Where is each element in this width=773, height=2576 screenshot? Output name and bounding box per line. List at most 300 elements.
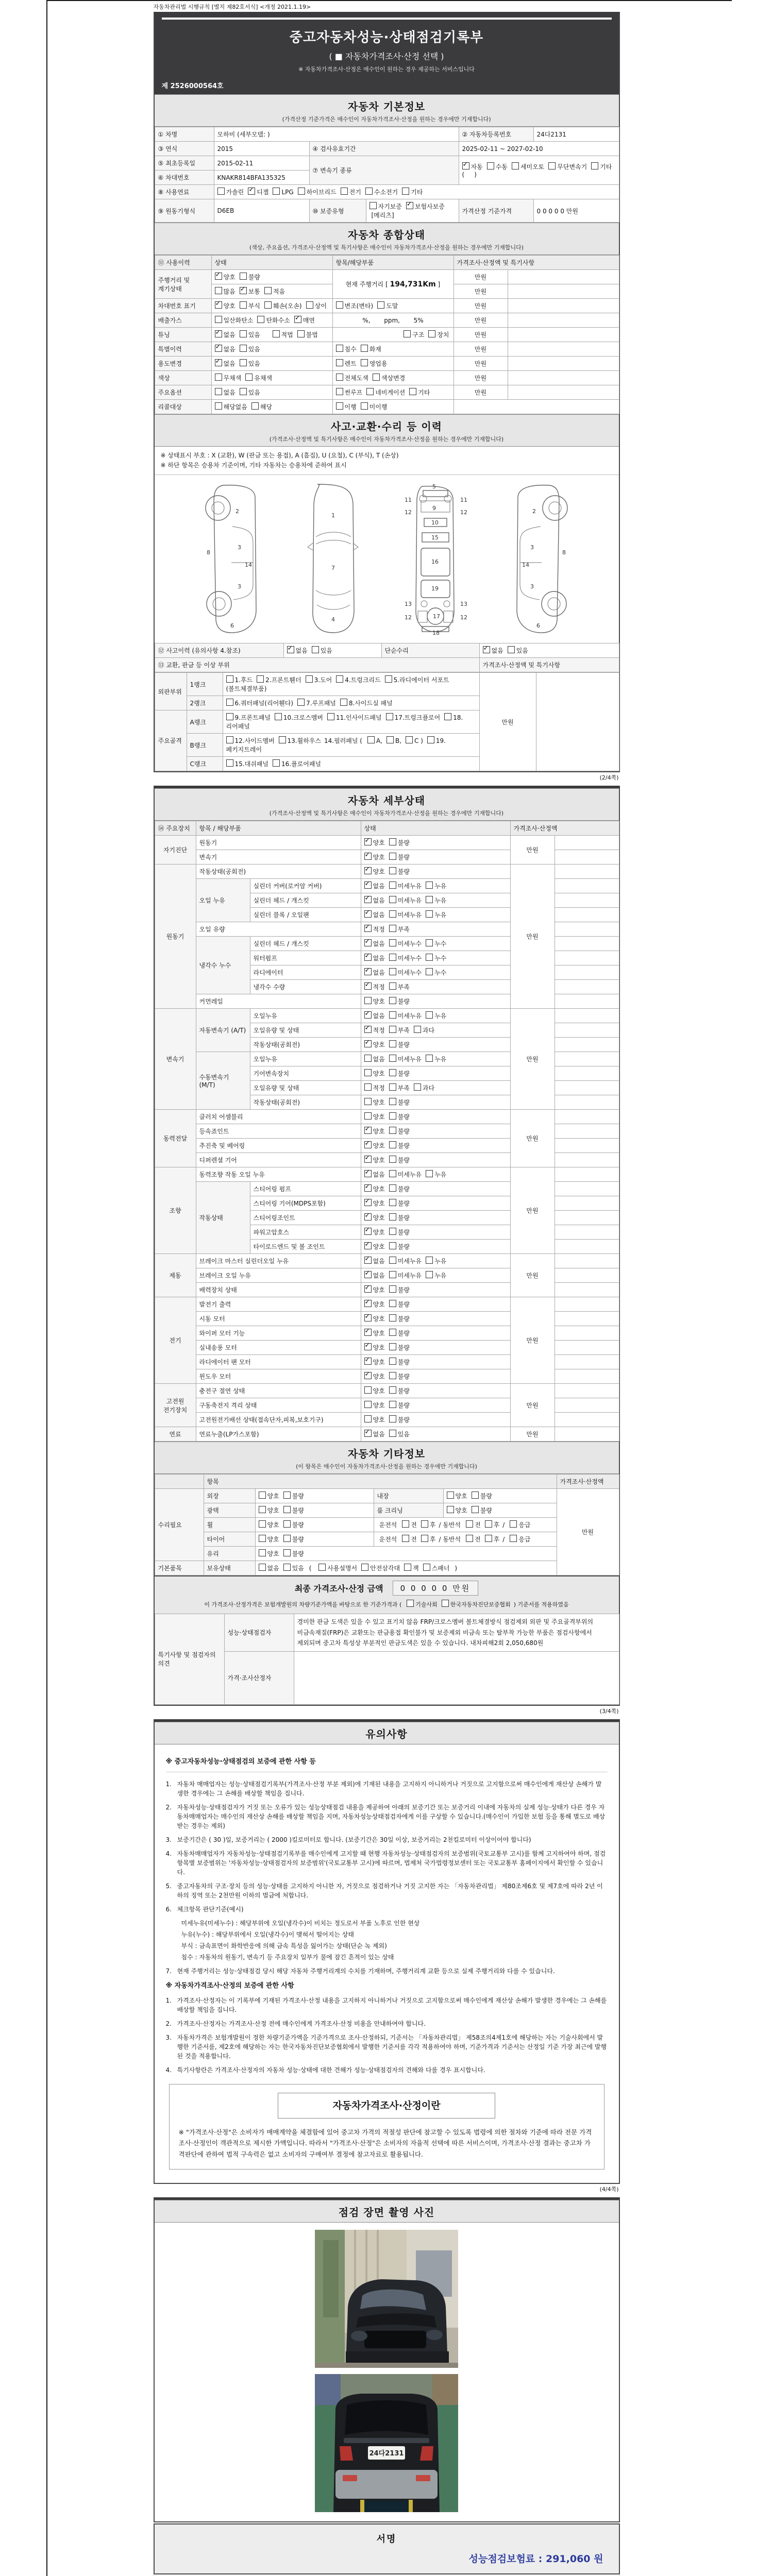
checkbox-label: 불량	[292, 1536, 304, 1544]
table-row	[155, 371, 619, 385]
checkbox-icon	[402, 1520, 409, 1528]
diagram-number: 12	[460, 509, 467, 516]
table-cell	[361, 1225, 510, 1240]
checkbox-label: A,	[376, 737, 382, 745]
table-cell: 스티어링 기어(MDPS포함)	[250, 1196, 361, 1211]
header-white-rule	[162, 18, 612, 20]
checkbox-label: 양호	[373, 1113, 385, 1121]
checkbox-icon	[245, 374, 253, 381]
table-cell: 만원	[510, 1427, 554, 1442]
checkbox-label: 도말	[386, 302, 398, 310]
checkbox-label: 미세누유	[397, 1056, 422, 1063]
checkbox-icon	[364, 1127, 372, 1134]
table-cell	[361, 1369, 510, 1384]
checkbox-label: 미이행	[369, 403, 388, 411]
table-cell	[554, 1312, 619, 1326]
table-cell: 브레이크 오일 누유	[196, 1268, 361, 1283]
checkbox-icon	[364, 1199, 372, 1206]
checkbox-label: 있음	[248, 360, 260, 367]
notice-item: 2. 가격조사·산정자는 가격조사·산정 전에 매수인에게 가격조사·산정 비용을 안내하여야 합니다.	[165, 2020, 426, 2027]
checkbox-label: 2.프론트휀더	[265, 676, 301, 684]
exterior-label: 외장	[204, 1489, 255, 1503]
checkbox-icon	[389, 1228, 396, 1235]
checkbox-icon	[226, 759, 233, 767]
checkbox-icon	[364, 1213, 372, 1221]
table-cell: 만원	[510, 1009, 554, 1110]
notices-items	[166, 1996, 608, 2075]
section-title: 자동차 기타정보	[347, 1448, 426, 1461]
checkbox-label: 있음	[320, 647, 332, 655]
checkbox-label: 양호	[373, 1416, 385, 1424]
table-cell: 오일유량 및 상태	[250, 1081, 361, 1095]
diagram-number: 18	[432, 630, 440, 636]
checkbox-label: 부족	[397, 984, 410, 991]
column-header: 상태	[211, 256, 332, 270]
table-cell	[361, 1355, 510, 1369]
notice-bullet: 침수 : 자동차의 원동기, 변속기 등 주요장치 일부가 물에 잠긴 흔적이 있는 상태	[181, 1954, 394, 1961]
holding-state-label: 보유상태	[204, 1561, 255, 1575]
table-cell	[361, 1124, 510, 1139]
checkbox-label: 누유	[434, 1012, 447, 1020]
checkbox-label: 하이브리드	[306, 189, 337, 196]
checkbox-label: 부족	[397, 1027, 410, 1035]
checkbox-label: 없음	[373, 1258, 385, 1265]
car-name-value: 모하비 (세부모델: )	[214, 127, 459, 142]
table-cell: 커먼레일	[196, 994, 361, 1009]
state-code-legend	[155, 447, 619, 475]
table-cell	[554, 1427, 619, 1442]
checkbox-label: 미세누유	[397, 1012, 422, 1020]
checkbox-icon	[389, 853, 396, 860]
table-row	[155, 1110, 619, 1124]
checkbox-icon	[364, 982, 372, 990]
checkbox-icon	[426, 882, 433, 889]
diagram-number: 13	[460, 601, 467, 608]
diagram-number: 6	[230, 622, 234, 630]
checkbox-label: 양호	[267, 1493, 279, 1500]
table-row	[155, 127, 619, 142]
checkbox-label: 보통	[248, 288, 260, 295]
checkbox-label: 있음	[292, 1565, 304, 1572]
price-unit: 만원	[453, 385, 508, 400]
checkbox-label: 매연	[303, 317, 315, 324]
appraiser-opinion	[294, 1651, 619, 1704]
diagram-number: 12	[405, 614, 412, 621]
notices-subsection-title: ※ 자동차가격조사·산정의 보증에 관한 사항	[165, 1982, 294, 1990]
checkbox-label: 불량	[397, 1099, 410, 1107]
checkbox-label: 안전삼각대	[370, 1565, 400, 1572]
checkbox-icon	[364, 1386, 372, 1394]
checkbox-icon	[361, 402, 368, 410]
table-cell: 자기진단	[155, 836, 196, 865]
checkbox-label: 양호	[373, 1359, 385, 1366]
label-text: [메리츠]	[371, 212, 394, 219]
checkbox-icon	[264, 287, 272, 294]
checkbox-label: 양호	[267, 1550, 279, 1558]
checkbox-label: 양호	[373, 1243, 385, 1251]
checkbox-label: 양호	[223, 302, 236, 310]
column-header: 가격조사·산정액 및 특기사항	[453, 256, 619, 270]
car-side-right-diagram	[498, 481, 581, 636]
checkbox-label: 변조(변타)	[344, 302, 374, 310]
table-cell	[361, 1341, 510, 1355]
checkbox-icon	[421, 1520, 428, 1528]
table-cell	[554, 1124, 619, 1139]
checkbox-icon	[406, 736, 413, 743]
checkbox-label: 탄화수소	[266, 317, 290, 324]
diagram-number: 11	[405, 497, 412, 504]
checkbox-label: 한국자동차진단보증협회	[450, 1601, 511, 1608]
checkbox-icon	[426, 896, 433, 903]
checkbox-icon	[389, 882, 396, 889]
table-cell	[554, 980, 619, 994]
checkbox-label: 불량	[248, 274, 260, 281]
checkbox-icon	[364, 954, 372, 961]
table-header-row	[155, 821, 619, 836]
checkbox-icon	[336, 359, 343, 366]
checkbox-icon	[336, 388, 343, 395]
checkbox-icon	[389, 1040, 396, 1047]
table-cell	[554, 836, 619, 850]
checkbox-icon	[240, 330, 247, 337]
checkbox-label: 미세누수	[397, 969, 422, 977]
section-title: 자동차 기본정보	[347, 100, 426, 113]
transmission-label: ⑦ 변속기 종류	[309, 156, 459, 185]
table-cell: 발전기 출력	[196, 1297, 361, 1312]
checkbox-label: 12.사이드멤버	[234, 737, 275, 745]
checkbox-icon	[226, 675, 233, 683]
room-cleaning-state	[443, 1503, 557, 1518]
checkbox-label: 미세누유	[397, 897, 422, 905]
checkbox-label: 3.도어	[314, 676, 332, 684]
checkbox-label: 불량	[397, 1229, 410, 1236]
checkbox-icon	[364, 1415, 372, 1422]
checkbox-label: 16.플로어패널	[281, 760, 321, 768]
checkbox-label: 렌트	[344, 360, 357, 367]
checkbox-icon	[215, 301, 222, 309]
checkbox-label: 침수	[344, 346, 357, 353]
diagram-number: 15	[431, 534, 439, 541]
checkbox-label: 양호	[373, 1041, 385, 1049]
mileage-prefix: 현재 주행거리 [	[345, 281, 388, 288]
panel-rank-table	[155, 672, 619, 771]
checkbox-icon	[215, 345, 222, 352]
price-survey-definition-box	[169, 2084, 604, 2170]
checkbox-label: 불량	[397, 1041, 410, 1049]
table-cell: 오일유량 및 상태	[250, 1023, 361, 1038]
diagram-number: 9	[432, 505, 436, 512]
section-subtitle: (가격조사·산정액 및 특기사항은 매수인이 자동차가격조사·산정을 원하는 경우에만 기재합니다)	[269, 810, 504, 817]
table-cell	[361, 1254, 510, 1268]
color-item	[332, 371, 453, 385]
checkbox-icon	[283, 1520, 291, 1528]
checkbox-icon	[336, 345, 343, 352]
checkbox-label: 일산화탄소	[223, 317, 254, 324]
table-cell	[361, 1153, 510, 1167]
block-main	[154, 12, 620, 772]
checkbox-icon	[240, 388, 247, 395]
checkbox-icon	[364, 1141, 372, 1148]
checkbox-icon	[389, 838, 396, 845]
inspection-photo-rear	[315, 2374, 458, 2512]
table-cell: 배력장치 상태	[196, 1283, 361, 1297]
checkbox-label: 전체도색	[344, 375, 368, 382]
checkbox-icon	[364, 1401, 372, 1408]
table-cell	[554, 1211, 619, 1225]
checkbox-label: 과다	[422, 1084, 435, 1092]
checkbox-label: 훼손(오손)	[273, 302, 302, 310]
accident-history-table	[155, 643, 619, 672]
price-column-header: 가격조사·산정액 및 특기사항	[479, 658, 619, 672]
checkbox-label: 양호	[455, 1507, 467, 1515]
table-cell: 만원	[510, 1110, 554, 1167]
checkbox-label: 미세누유	[397, 911, 422, 919]
checkbox-icon	[297, 699, 305, 706]
table-cell	[361, 1283, 510, 1297]
label-text: / 동반석	[439, 1536, 461, 1544]
checkbox-icon	[389, 1358, 396, 1365]
table-cell: 클러치 어셈블리	[196, 1110, 361, 1124]
checkbox-icon	[389, 867, 396, 874]
table-cell: 냉각수 누수	[196, 937, 250, 994]
table-cell: 실린더 헤드 / 개스킷	[250, 893, 361, 908]
checkbox-label: 양호	[267, 1507, 279, 1515]
checkbox-label: 누유	[434, 1171, 447, 1179]
fuel-label: ⑧ 사용연료	[155, 185, 214, 199]
checkbox-label: 있음	[248, 331, 260, 338]
checkbox-icon	[336, 374, 343, 381]
checkbox-icon	[389, 1430, 396, 1437]
checkbox-icon	[421, 1535, 428, 1542]
checkbox-icon	[257, 316, 264, 323]
base-price-label: 가격산정 기준가격	[459, 199, 533, 223]
table-cell: 브레이크 마스터 실린더오일 누유	[196, 1254, 361, 1268]
checkbox-label: 영업용	[369, 360, 388, 367]
checkbox-icon	[426, 1257, 433, 1264]
glass-label: 유리	[204, 1547, 255, 1561]
notice-bullet: 부식 : 금속표면이 화학반응에 의해 금속 특성을 잃어가는 상태(단순 녹 제외)	[181, 1942, 387, 1950]
checkbox-icon	[389, 1112, 396, 1120]
basic-info-table	[155, 127, 619, 223]
final-price-label: 최종 가격조사·산정 금액	[294, 1584, 383, 1594]
year-value: 2015	[214, 142, 309, 156]
table-cell: 추진축 및 베어링	[196, 1139, 361, 1153]
checkbox-icon	[389, 1083, 396, 1091]
checkbox-icon	[389, 1011, 396, 1019]
diagram-number: 7	[331, 565, 335, 572]
checkbox-icon	[389, 939, 396, 946]
checkbox-label: 양호	[373, 1387, 385, 1395]
table-cell	[554, 1081, 619, 1095]
checkbox-icon	[389, 1242, 396, 1249]
checkbox-label: 적정	[373, 1084, 385, 1092]
checkbox-icon	[426, 1170, 433, 1177]
checkbox-label: C )	[414, 737, 423, 745]
checkbox-label: 없음	[373, 969, 385, 977]
checkbox-icon	[386, 713, 393, 720]
checkbox-label: 전기	[349, 189, 361, 196]
checkbox-icon	[283, 1564, 291, 1571]
checkbox-icon	[389, 1026, 396, 1033]
price-blank	[508, 313, 619, 328]
usage-change-state	[211, 357, 332, 371]
checkbox-icon	[407, 1600, 414, 1607]
table-header-row	[155, 1475, 619, 1489]
repair-needed-label: 수리필요	[155, 1489, 204, 1561]
checkbox-label: 수소전기	[374, 189, 398, 196]
checkbox-label: 양호	[373, 1070, 385, 1078]
diagram-number: 3	[530, 583, 534, 590]
table-cell	[554, 1384, 619, 1398]
table-cell	[361, 1268, 510, 1283]
checkbox-icon	[364, 853, 372, 860]
rankB-items	[223, 734, 479, 757]
table-cell	[554, 1066, 619, 1081]
price-unit: 만원	[453, 328, 508, 342]
mileage-amount-state	[211, 284, 332, 299]
document-number: 제 2526000564호	[161, 82, 224, 90]
checkbox-label: 네비게이션	[375, 389, 406, 396]
table-row	[155, 1384, 619, 1398]
checkbox-label: 불량	[480, 1507, 492, 1515]
table-cell	[361, 1196, 510, 1211]
checkbox-icon	[414, 1026, 421, 1033]
table-row	[155, 1503, 619, 1518]
table-cell	[554, 1413, 619, 1427]
checkbox-label: 양호	[373, 1344, 385, 1352]
table-row	[155, 1427, 619, 1442]
checkbox-label: 없음	[373, 1056, 385, 1063]
table-cell: 윈도우 모터	[196, 1369, 361, 1384]
definition-box-text: ※ "가격조사·산정"은 소비자가 매매계약을 체결함에 있어 중고차 가격의 적절성 판단에 참고할 수 있도록 법령에 의한 절차와 기준에 따라 전문 가격조사·산정인이 객관적으로 제시한 가액입니다. 따라서 "가격조사·산정"은 소비자의 자율적 선택에 따른 서비스이며, 가격조사·산정 결과는 중고차 가격판단에 관하여 법적 구속력은 없고 소비자의 구매여부 결정에 참고자료로 활용됩니다.	[178, 2128, 592, 2158]
table-cell	[554, 1153, 619, 1167]
checkbox-label: 무단변속기	[557, 163, 587, 171]
table-row	[155, 1651, 619, 1704]
diagram-number: 4	[331, 616, 335, 623]
checkbox-label: 없음	[267, 1565, 279, 1572]
table-cell: 만원	[510, 1254, 554, 1297]
checkbox-label: 양호	[373, 839, 385, 847]
price-survey-option: ( ■ 자동차가격조사·산정 선택 )	[329, 52, 444, 61]
table-cell: 작동상태(공회전)	[196, 865, 361, 879]
checkbox-label: 불량	[292, 1521, 304, 1529]
checkbox-icon	[283, 1506, 291, 1513]
mileage-label: 주행거리 및 계기상태	[155, 270, 211, 299]
checkbox-label: 부족	[397, 1084, 410, 1092]
checkbox-label: 불량	[397, 854, 410, 861]
table-cell	[361, 1182, 510, 1196]
diagram-number: 3	[238, 583, 241, 590]
checkbox-icon	[389, 1213, 396, 1221]
rankA-label: A랭크	[187, 710, 223, 734]
checkbox-label: 스패너	[431, 1565, 450, 1572]
signature-section	[154, 2523, 620, 2574]
notice-bullet: 미세누유(미세누수) : 해당부위에 오일(냉각수)이 비치는 정도로서 부품 노후로 인한 현상	[181, 1920, 420, 1927]
price-blank	[508, 328, 619, 342]
color-label: 색상	[155, 371, 211, 385]
table-cell	[554, 922, 619, 937]
diagram-number: 8	[562, 549, 566, 556]
checkbox-icon	[389, 1199, 396, 1206]
table-cell: 고전원전기배선 상태(접속단자,피복,보호기구)	[196, 1413, 361, 1427]
checkbox-label: 많음	[223, 288, 236, 295]
checkbox-icon	[364, 1228, 372, 1235]
checkbox-icon	[366, 388, 374, 395]
checkbox-label: 누수	[434, 940, 447, 948]
tire-positions	[374, 1532, 557, 1547]
checkbox-icon	[364, 1372, 372, 1379]
simple-repair-label: 단순수리	[381, 643, 479, 658]
checkbox-label: 없음	[373, 911, 385, 919]
table-cell	[361, 836, 510, 850]
checkbox-label: 부족	[397, 926, 410, 934]
column-header: 항목/해당부품	[332, 256, 453, 270]
checkbox-label: 불법	[306, 331, 318, 338]
interior-state	[443, 1489, 557, 1503]
checkbox-icon	[364, 1156, 372, 1163]
column-header: ⑭ 주요장치	[155, 821, 196, 836]
inspection-photo-front	[315, 2230, 458, 2368]
table-cell	[554, 1225, 619, 1240]
checkbox-label: 누수	[434, 969, 447, 977]
table-cell: 오일 누유	[196, 879, 250, 922]
year-label: ③ 연식	[155, 142, 214, 156]
diagram-number: 14	[245, 562, 252, 569]
price-unit: 만원	[453, 299, 508, 313]
table-row	[155, 1489, 619, 1503]
checkbox-icon	[485, 1535, 492, 1542]
checkbox-label: 전	[475, 1521, 481, 1529]
emission-values: %, ppm, 5%	[332, 313, 453, 328]
label-text: / 동반석	[439, 1521, 461, 1529]
checkbox-icon	[306, 675, 313, 683]
table-cell	[361, 1427, 510, 1442]
checkbox-label: 18.리어패널	[226, 714, 463, 731]
table-cell	[361, 1095, 510, 1110]
checkbox-icon	[426, 954, 433, 961]
table-cell: 라디에이터	[250, 965, 361, 980]
price-blank	[508, 270, 619, 284]
checkbox-label: 불량	[397, 1070, 410, 1078]
checkbox-label: 없음	[373, 1171, 385, 1179]
table-cell	[361, 1066, 510, 1081]
checkbox-icon	[483, 646, 490, 653]
legend-line: ※ 상태표시 부호 : X (교환), W (판금 또는 용접), A (흠집), U (요철), C (부식), T (손상)	[160, 452, 399, 459]
checkbox-icon	[389, 925, 396, 932]
table-cell	[361, 1312, 510, 1326]
table-cell: 실린더 블록 / 오일팬	[250, 908, 361, 922]
car-name-label: ① 차명	[155, 127, 214, 142]
table-cell: 자동변속기 (A/T)	[196, 1009, 250, 1052]
table-cell	[361, 879, 510, 893]
table-cell: 변속기	[196, 850, 361, 865]
checkbox-icon	[283, 1492, 291, 1499]
table-cell	[554, 1283, 619, 1297]
page-marker: (3/4쪽)	[599, 1707, 619, 1715]
table-cell: 스티어링조인트	[250, 1211, 361, 1225]
checkbox-icon	[406, 202, 413, 209]
checkbox-label: 응급	[518, 1536, 531, 1544]
checkbox-label: 있음	[248, 389, 260, 396]
checkbox-icon	[466, 1535, 473, 1542]
checkbox-label: 양호	[223, 274, 236, 281]
checkbox-label: 불량	[397, 1243, 410, 1251]
table-header-row	[155, 256, 619, 270]
notice-item: 3. 자동차가격은 보험개발원이 정한 차량기준가액을 기준가격으로 조사·산정하되, 기준서는 「자동차관리법」 제58조의4제1호에 해당하는 자는 기술사회에서 발행한 기준서를, 제2호에 해당하는 자는 한국자동차진단보증협회에서 발행한 기준서를 각각 적용하여야 하며, 기준가격과 기준서는 산정일 기준 가장 최근에 발행된 것을 적용합니다.	[165, 2033, 607, 2060]
transmission-options	[459, 156, 619, 185]
checkbox-label: 부식	[248, 302, 260, 310]
table-row	[155, 385, 619, 400]
